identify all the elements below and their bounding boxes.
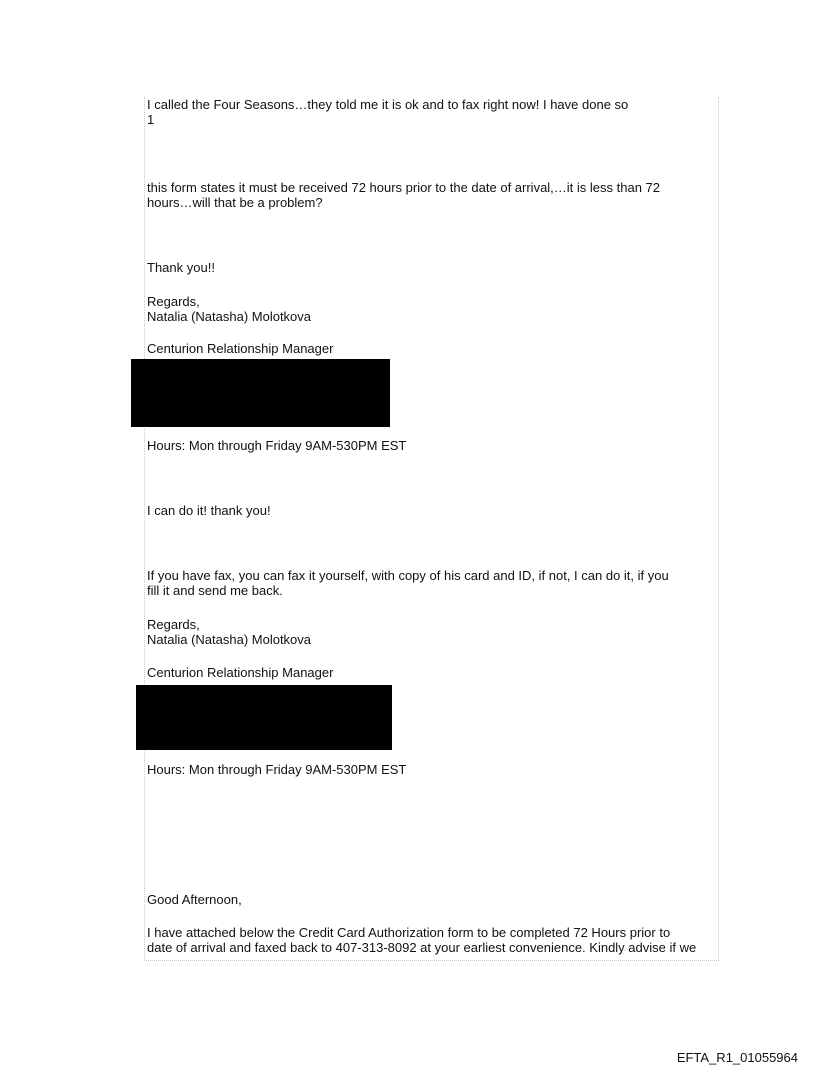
signature-hours: Hours: Mon through Friday 9AM-530PM EST (147, 438, 407, 453)
message-line: Thank you!! (147, 260, 215, 275)
signature-regards: Regards, (147, 294, 200, 309)
signature-title: Centurion Relationship Manager (147, 665, 334, 680)
signature-name: Natalia (Natasha) Molotkova (147, 309, 312, 324)
message-line: Good Afternoon, (147, 892, 242, 907)
redaction-block (136, 685, 392, 750)
message-line: I have attached below the Credit Card Authorization form to be completed 72 Hours prior to (147, 925, 671, 940)
signature-title: Centurion Relationship Manager (147, 341, 334, 356)
message-line: fill it and send me back. (147, 583, 283, 598)
message-line: 1 (147, 112, 155, 127)
message-line: If you have fax, you can fax it yourself, with copy of his card and ID, if not, I can do it, if you (147, 568, 669, 583)
message-line: hours…will that be a problem? (147, 195, 323, 210)
signature-regards: Regards, (147, 617, 200, 632)
signature-hours: Hours: Mon through Friday 9AM-530PM EST (147, 762, 407, 777)
signature-name: Natalia (Natasha) Molotkova (147, 632, 312, 647)
document-id: EFTA_R1_01055964 (676, 1050, 798, 1065)
redaction-block (131, 359, 390, 427)
message-line: I can do it! thank you! (147, 503, 271, 518)
email-frame (144, 97, 719, 961)
message-line: this form states it must be received 72 hours prior to the date of arrival,…it is less than 72 (147, 180, 661, 195)
message-line: I called the Four Seasons…they told me it is ok and to fax right now! I have done so (147, 97, 629, 112)
message-line: date of arrival and faxed back to 407-313-8092 at your earliest convenience. Kindly advise if we (147, 940, 697, 955)
